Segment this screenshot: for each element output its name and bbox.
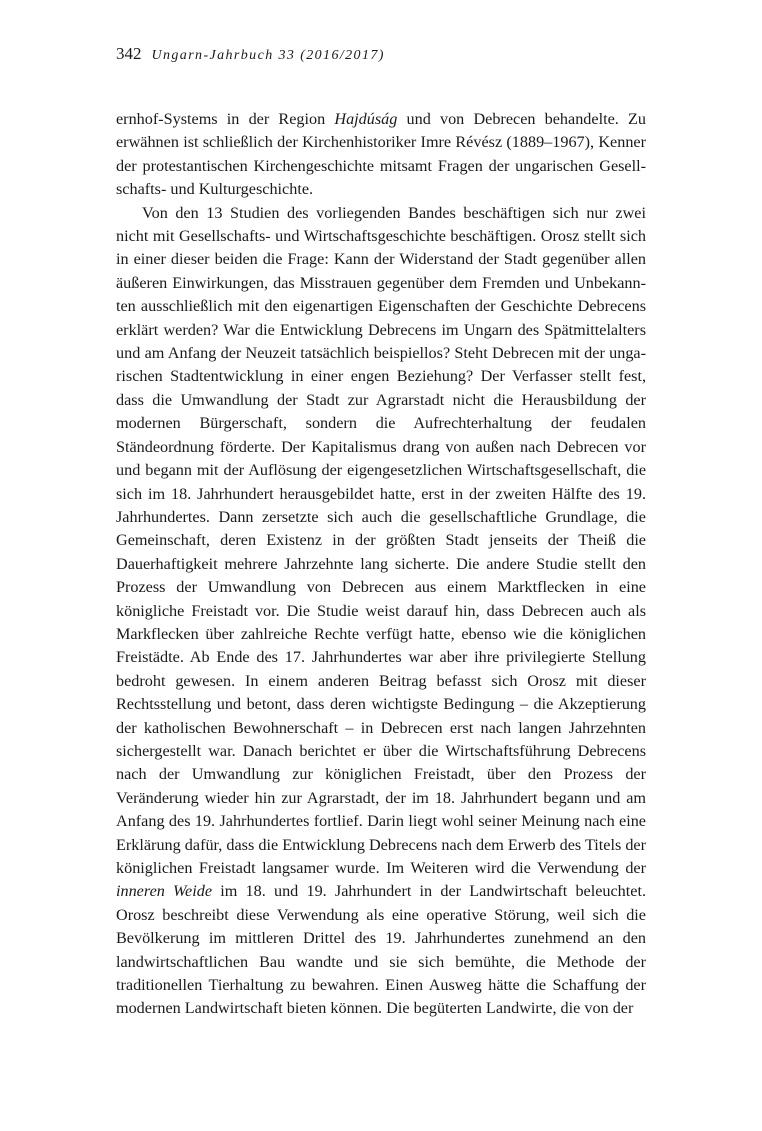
paragraph-2 — [116, 202, 646, 1021]
running-title: Ungarn-Jahrbuch 33 (2016/2017) — [151, 48, 385, 63]
paragraph-2-text-b: im 18. und 19. Jahrhundert in der Landwirtschaft beleuchtet. Orosz beschreibt diese Verwendung als eine operative Störung, weil sich die Bevölkerung im mittleren Drittel des 19. Jahrhundertes zunehmend an den landwirtschaftlichen Bau wandte und sie sich bemühte, die Methode der traditionellen Tierhaltung zu bewahren. Einen Ausweg hätte die Schaffung der modernen Landwirtschaft bieten können. Die begüterten Landwirte, die von der — [116, 882, 647, 1018]
page-header — [116, 44, 385, 64]
term-italic: inneren Weide — [116, 882, 213, 901]
paragraph-1 — [116, 108, 646, 202]
paragraph-2-text-a: Von den 13 Studien des vorliegenden Bandes beschäftigen sich nur zwei nicht mit Gesellschafts- und Wirtschaftsgeschichte beschäftigen. Orosz stellt sich in einer dieser beiden die Frage: Kann der Widerstand der Stadt gegenüber allen äußeren Einwirkungen, das Misstrauen gegenüber dem Fremden und Unbekannten ausschließlich mit den eigenartigen Eigenschaften der Geschichte Debrecens erklärt werden? War die Entwicklung Debrecens im Ungarn des Spätmittelalters und am Anfang der Neuzeit tatsächlich beispiellos? Steht Debrecen mit der ungarischen Stadtentwicklung in einer engen Beziehung? Der Verfasser stellt fest, dass die Umwandlung der Stadt zur Agrarstadt nicht die Herausbildung der modernen Bürgerschaft, sondern die Aufrechterhaltung der feudalen Ständeordnung förderte. Der Kapitalismus drang von außen nach Debrecen vor und begann mit der Auflösung der eigengesetzlichen Wirtschaftsgesellschaft, die sich im 18. Jahrhundert herausgebildet hatte, erst in der zweiten Hälfte des 19. Jahrhundertes. Dann zersetzte sich auch die gesellschaftliche Grundlage, die Gemeinschaft, deren Existenz in der größten Stadt jenseits der Theiß die Dauerhaftigkeit mehrere Jahrzehnte lang sicherte. Die andere Studie stellt den Prozess der Umwandlung von Debrecen aus einem Marktflecken in eine königliche Freistadt vor. Die Studie weist darauf hin, dass Debrecen auch als Markflecken über zahlreiche Rechte verfügt hatte, ebenso wie die königlichen Freistädte. Ab Ende des 17. Jahrhundertes war aber ihre privilegierte Stellung bedroht gewesen. In einem anderen Beitrag befasst sich Orosz mit dieser Rechtsstellung und betont, dass deren wichtigste Bedingung – die Akzeptierung der katholischen Bewohnerschaft – in Debrecen erst nach langen Jahrzehnten sichergestellt war. Danach berichtet er über die Wirtschaftsführung Debrecens nach der Umwandlung zur königlichen Freistadt, über den Prozess der Veränderung wieder hin zur Agrarstadt, der im 18. Jahrhundert begann und am Anfang des 19. Jahrhundertes fortlief. Darin liegt wohl seiner Meinung nach eine Erklärung dafür, dass die Entwicklung Debrecens nach dem Erwerb des Titels der königlichen Freistadt langsamer wurde. Im Weiteren wird die Verwendung der — [116, 203, 646, 877]
body-text — [116, 108, 646, 1021]
paragraph-1-text-b: und von Debrecen behandelte. Zu erwähnen ist schließlich der Kirchenhistoriker Imre Révész (1889–1967), Kenner der protestantischen Kirchengeschichte mitsamt Fragen der ungarischen Gesellschafts- und Kulturgeschichte. — [116, 110, 646, 199]
place-name-italic: Hajdúság — [334, 110, 398, 128]
paragraph-1-text-a: ernhof-Systems in der Region — [116, 110, 335, 128]
page-number: 342 — [116, 44, 142, 63]
